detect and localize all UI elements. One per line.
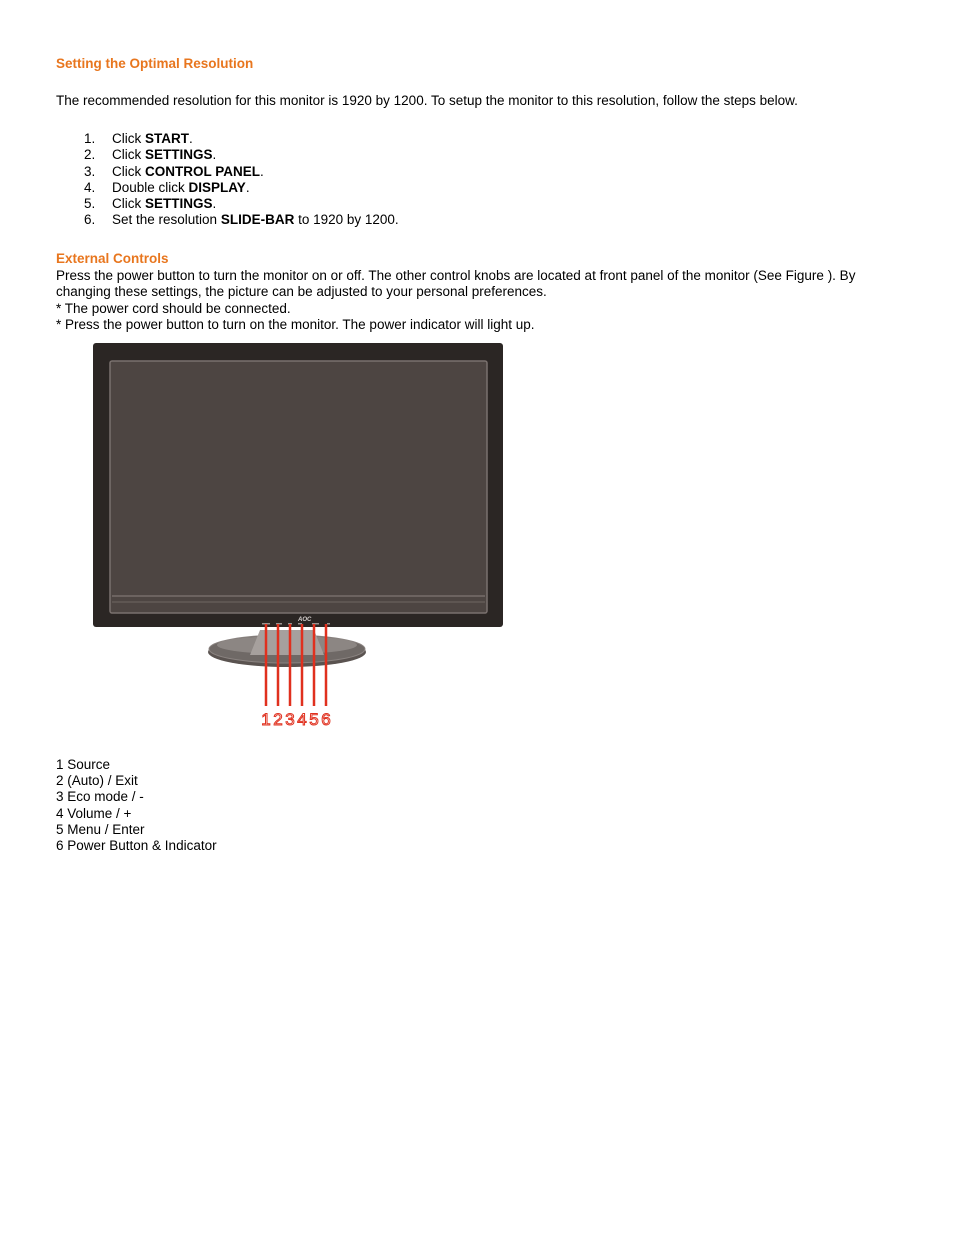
- step-number: 6.: [84, 212, 96, 228]
- section-heading-resolution: Setting the Optimal Resolution: [56, 56, 254, 71]
- text-line: * Press the power button to turn on the monitor. The power indicator will light up.: [56, 316, 535, 332]
- step-suffix: .: [212, 196, 217, 212]
- step-number: 5.: [84, 196, 96, 212]
- step-suffix: .: [212, 147, 217, 163]
- monitor-figure: [90, 340, 510, 735]
- legend-item-source: 1 Source: [56, 757, 111, 772]
- external-controls-text: [56, 268, 855, 333]
- callout-number: 2: [273, 710, 283, 729]
- legend-item-power: 6 Power Button & Indicator: [56, 838, 217, 854]
- resolution-intro: The recommended resolution for this monitor is 1920 by 1200. To setup the monitor to this resolution, follow the steps below.: [56, 93, 798, 108]
- step-keyword: CONTROL PANEL: [145, 163, 261, 179]
- legend-item-eco-mode: 3 Eco mode / -: [56, 789, 144, 805]
- text-line: * The power cord should be connected.: [56, 300, 291, 316]
- legend-item-auto-exit: 2 (Auto) / Exit: [56, 773, 138, 789]
- monitor-illustration: [90, 340, 510, 735]
- callout-number: 4: [297, 710, 307, 729]
- step-number: 1.: [84, 131, 96, 146]
- step-keyword: SETTINGS: [145, 147, 213, 163]
- callout-number: 3: [285, 710, 295, 729]
- step-text: Click: [112, 147, 145, 163]
- callout-number: 1: [261, 710, 271, 729]
- button-mark: [327, 623, 330, 625]
- step-keyword: SLIDE-BAR: [220, 212, 295, 228]
- step-text: Click: [112, 131, 145, 146]
- text-line: changing these settings, the picture can be adjusted to your personal preferences.: [56, 284, 547, 300]
- step-number: 3.: [84, 163, 96, 179]
- section-heading-external-controls: External Controls: [56, 251, 169, 266]
- aoc-logo: AOC: [298, 617, 312, 623]
- step-text: Double click: [112, 179, 189, 195]
- step-keyword: DISPLAY: [188, 179, 246, 195]
- step-number: 2.: [84, 147, 96, 163]
- legend-item-menu-enter: 5 Menu / Enter: [56, 821, 145, 837]
- callout-labels: [261, 710, 330, 729]
- step-text: Set the resolution: [112, 212, 221, 228]
- step-suffix: .: [245, 179, 250, 195]
- monitor-screen: [110, 361, 487, 613]
- step-number: 4.: [84, 179, 96, 195]
- step-text: Click: [112, 196, 145, 212]
- step-suffix: to 1920 by 1200.: [294, 212, 399, 228]
- step-keyword: SETTINGS: [145, 196, 213, 212]
- step-text: Click: [112, 163, 145, 179]
- controls-legend: [56, 757, 217, 854]
- step-suffix: .: [260, 163, 264, 179]
- callout-number: 5: [309, 710, 319, 729]
- callout-number: 6: [321, 710, 331, 729]
- step-keyword: START: [145, 131, 189, 146]
- legend-item-volume: 4 Volume / +: [56, 805, 132, 821]
- step-suffix: .: [189, 131, 193, 146]
- text-line: Press the power button to turn the monitor on or off. The other control knobs are located at front panel of the monitor (See Figure ). By: [56, 268, 856, 283]
